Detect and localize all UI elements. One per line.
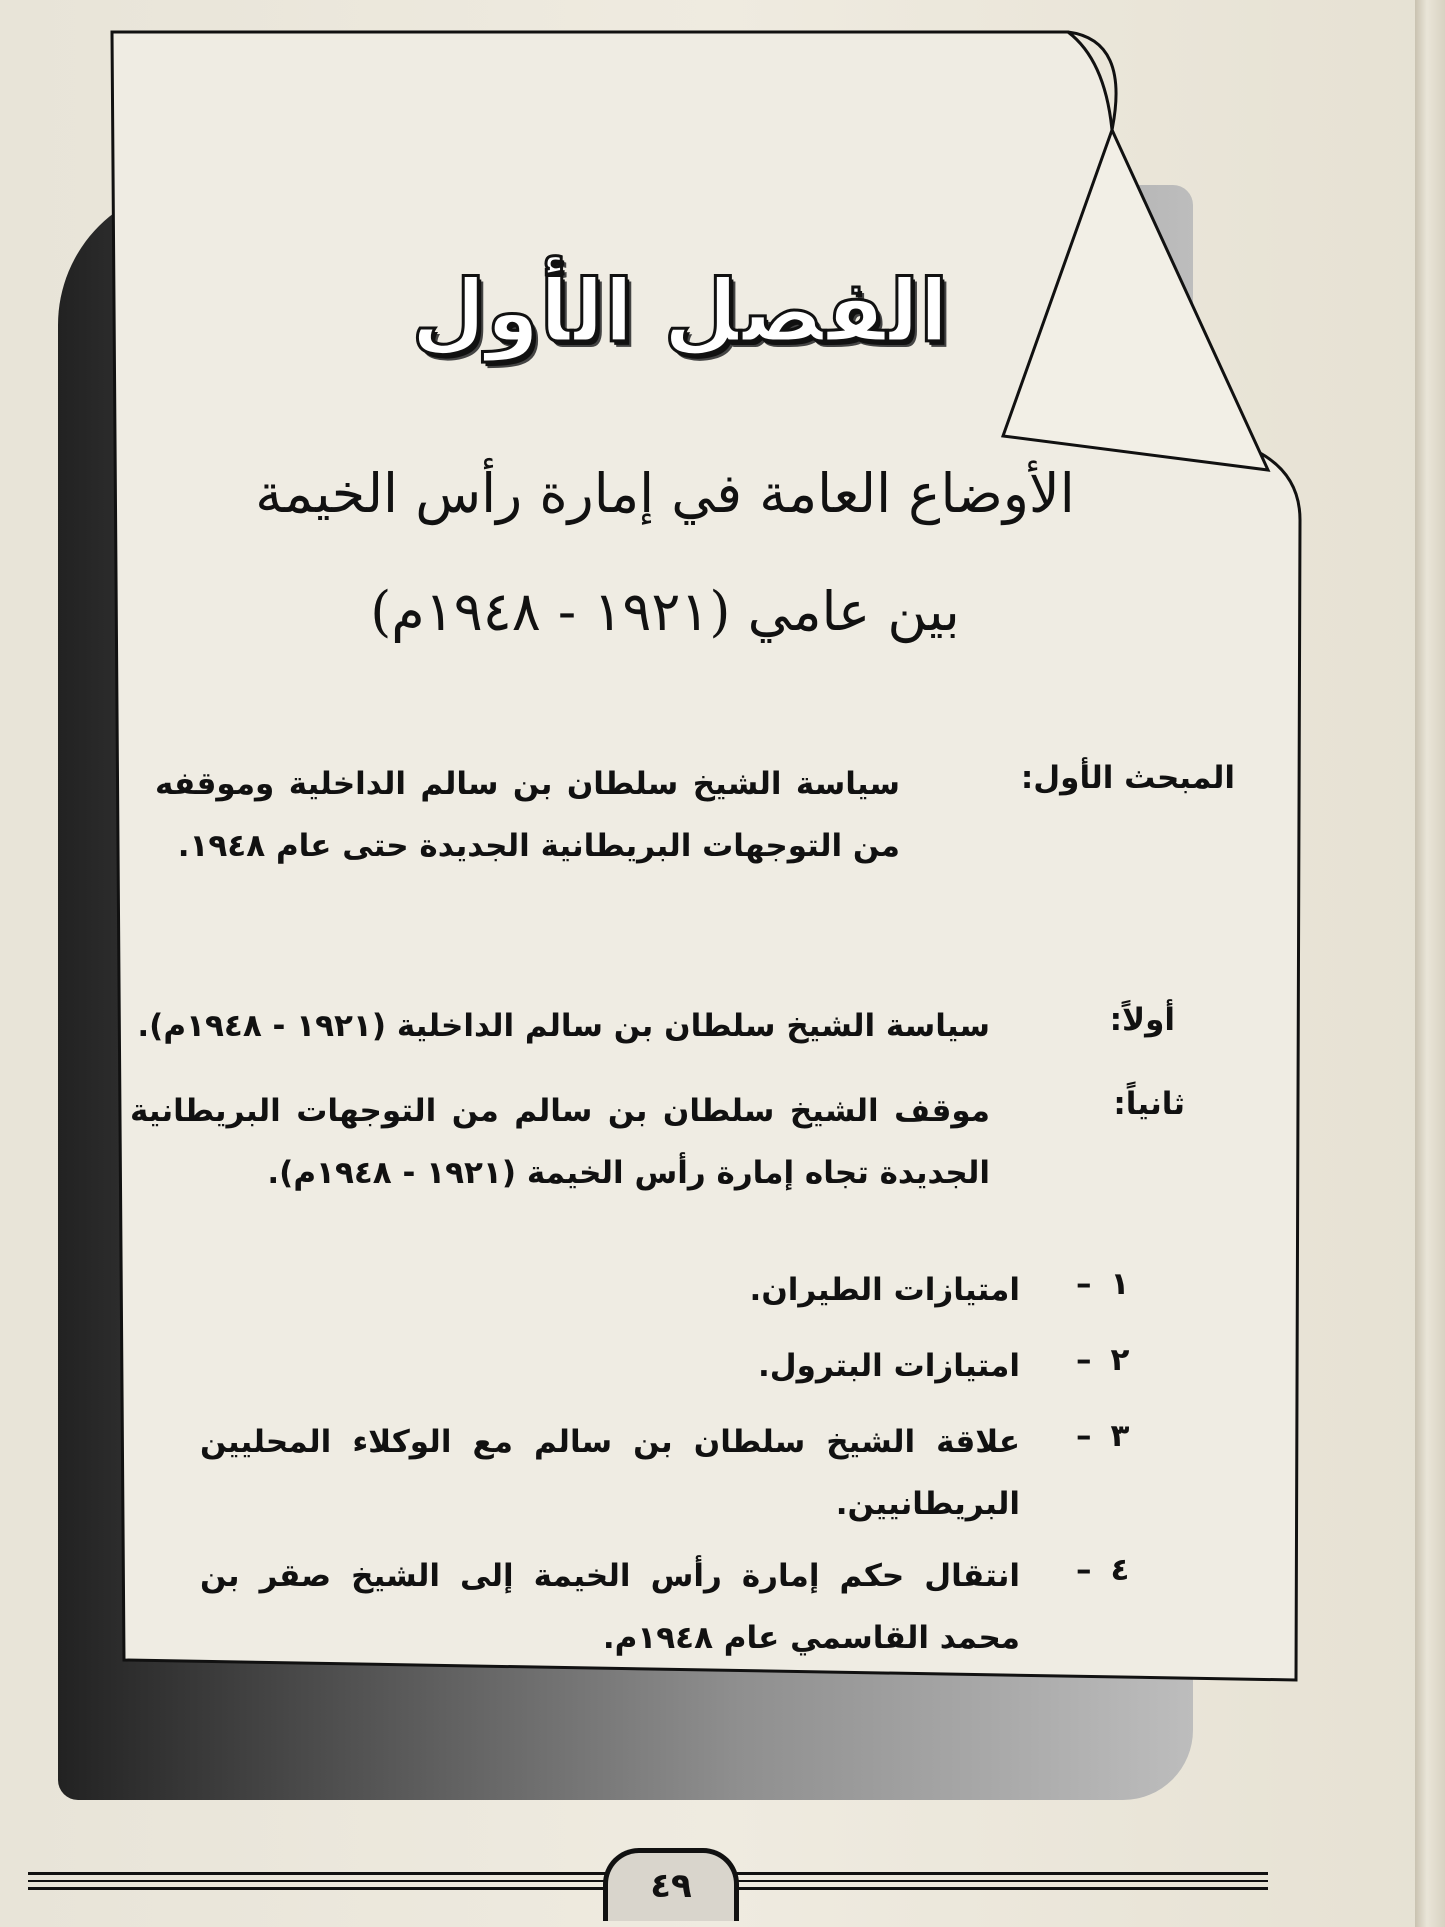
subpoint-text-4: انتقال حكم إمارة رأس الخيمة إلى الشيخ صقر بن محمد القاسمي عام ١٩٤٨م. [200, 1558, 1020, 1656]
subpoint-text-2: امتيازات البترول. [758, 1348, 1020, 1384]
point-text-second: موقف الشيخ سلطان بن سالم من التوجهات البريطانية الجديدة تجاه إمارة رأس الخيمة (١٩٢١ - ١٩٤٨م). [130, 1093, 990, 1191]
subpoint-text-3: علاقة الشيخ سلطان بن سالم مع الوكلاء المحليين البريطانيين. [200, 1424, 1020, 1522]
subpoint-dash: – [1076, 1552, 1092, 1588]
chapter-subtitle-line1: الأوضاع العامة في إمارة رأس الخيمة [255, 462, 1075, 525]
point-label-second: ثانياً: [1113, 1086, 1185, 1122]
chapter-title: الفصل الأول [411, 262, 949, 362]
chapter-subtitle-line2: بين عامي (١٩٢١ - ١٩٤٨م) [370, 580, 960, 643]
subpoint-dash: – [1076, 1266, 1092, 1302]
section-heading-label: المبحث الأول: [1020, 760, 1235, 796]
subpoint-number-1: ١ [1110, 1266, 1130, 1302]
subpoint-dash: – [1076, 1418, 1092, 1454]
subpoint-number-2: ٢ [1110, 1342, 1130, 1378]
point-text-first: سياسة الشيخ سلطان بن سالم الداخلية (١٩٢١ - ١٩٤٨م). [137, 1008, 990, 1044]
point-label-first: أولاً: [1109, 1002, 1175, 1038]
subpoint-number-4: ٤ [1110, 1552, 1130, 1588]
subpoint-text-1: امتيازات الطيران. [749, 1272, 1020, 1308]
page-number: ٤٩ [603, 1848, 739, 1921]
subpoint-dash: – [1076, 1342, 1092, 1378]
section-heading-text: سياسة الشيخ سلطان بن سالم الداخلية وموقفه من التوجهات البريطانية الجديدة حتى عام ١٩٤٨. [155, 766, 900, 864]
subpoint-number-3: ٣ [1110, 1418, 1130, 1454]
